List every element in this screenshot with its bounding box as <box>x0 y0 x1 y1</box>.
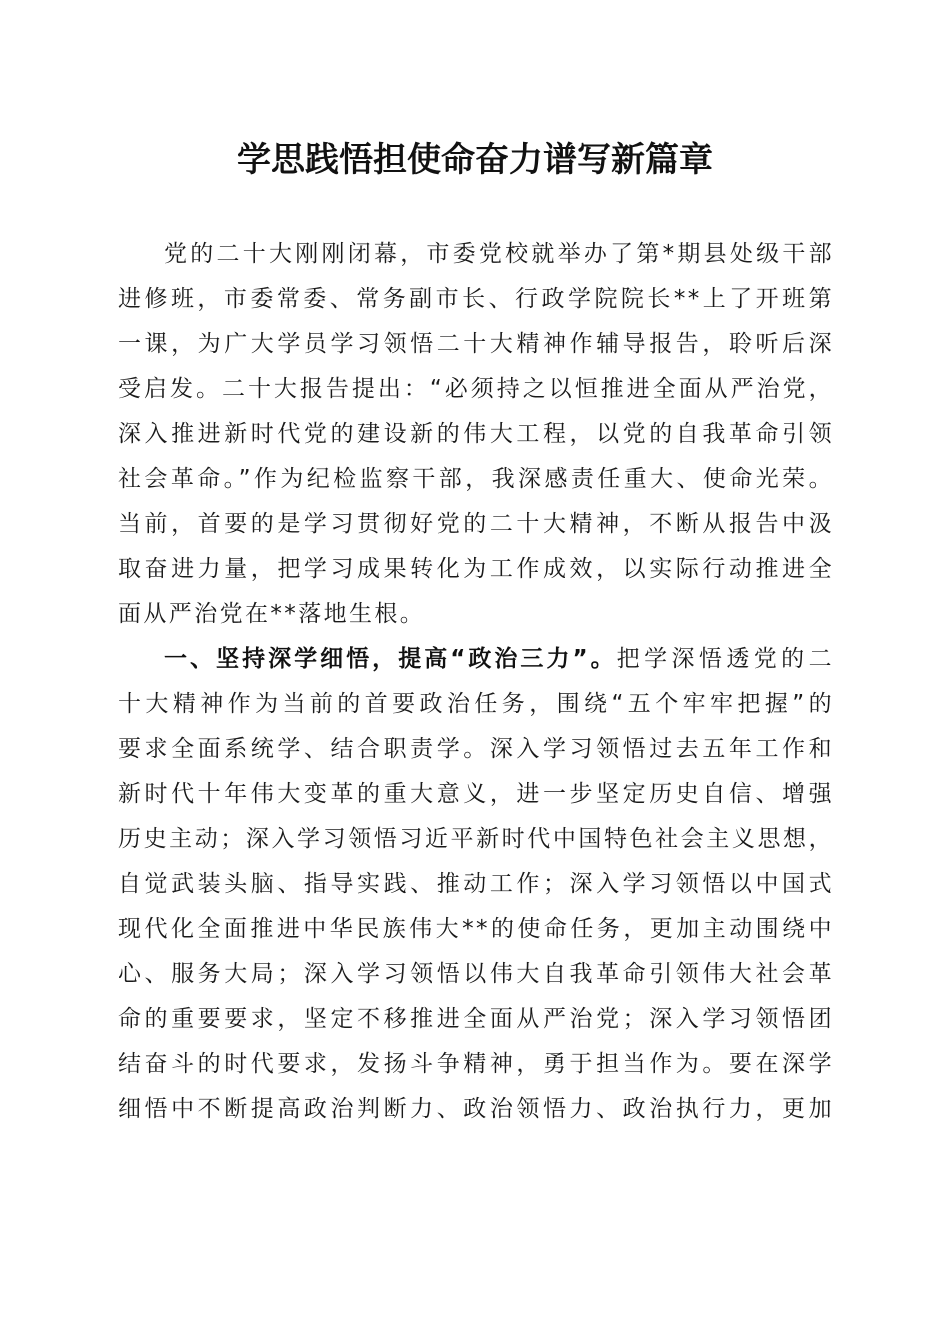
paragraph-line: 取奋进力量，把学习成果转化为工作成效，以实际行动推进全 <box>118 556 834 582</box>
document-body <box>118 232 834 1132</box>
paragraph-line: 当前，首要的是学习贯彻好党的二十大精神，不断从报告中汲 <box>118 511 834 537</box>
paragraph-line: 要求全面系统学、结合职责学。深入学习领悟过去五年工作和 <box>118 736 834 762</box>
paragraph-intro <box>118 232 834 637</box>
paragraph-line: 现代化全面推进中华民族伟大**的使命任务，更加主动围绕中 <box>118 916 834 942</box>
paragraph-line: 受启发。二十大报告提出：“必须持之以恒推进全面从严治党， <box>118 376 834 402</box>
paragraph-line: 进修班，市委常委、常务副市长、行政学院院长**上了开班第 <box>118 286 834 312</box>
paragraph-line: 社会革命。”作为纪检监察干部，我深感责任重大、使命光荣。 <box>118 466 834 492</box>
section-heading-continuation: 把学深悟透党的二 <box>616 646 834 672</box>
paragraph-line: 自觉武装头脑、指导实践、推动工作；深入学习领悟以中国式 <box>118 871 834 897</box>
paragraph-line: 心、服务大局；深入学习领悟以伟大自我革命引领伟大社会革 <box>118 961 834 987</box>
paragraph-line: 结奋斗的时代要求，发扬斗争精神，勇于担当作为。要在深学 <box>118 1051 834 1077</box>
paragraph-line: 党的二十大刚刚闭幕，市委党校就举办了第*期县处级干部 <box>164 241 834 267</box>
paragraph-line: 命的重要要求，坚定不移推进全面从严治党；深入学习领悟团 <box>118 1006 834 1032</box>
paragraph-line: 新时代十年伟大变革的重大意义，进一步坚定历史自信、增强 <box>118 781 834 807</box>
paragraph-line: 一课，为广大学员学习领悟二十大精神作辅导报告，聆听后深 <box>118 331 834 357</box>
paragraph-line: 十大精神作为当前的首要政治任务，围绕“五个牢牢把握”的 <box>118 691 834 717</box>
paragraph-section-one <box>118 637 834 1132</box>
paragraph-line: 历史主动；深入学习领悟习近平新时代中国特色社会主义思想， <box>118 826 834 852</box>
paragraph-line <box>118 637 834 682</box>
paragraph-line: 深入推进新时代党的建设新的伟大工程，以党的自我革命引领 <box>118 421 834 447</box>
paragraph-line: 细悟中不断提高政治判断力、政治领悟力、政治执行力，更加 <box>118 1096 834 1122</box>
document-title: 学思践悟担使命奋力谱写新篇章 <box>237 140 713 180</box>
section-heading: 一、坚持深学细悟，提高“政治三力”。 <box>164 646 617 672</box>
paragraph-line: 面从严治党在**落地生根。 <box>118 601 426 627</box>
